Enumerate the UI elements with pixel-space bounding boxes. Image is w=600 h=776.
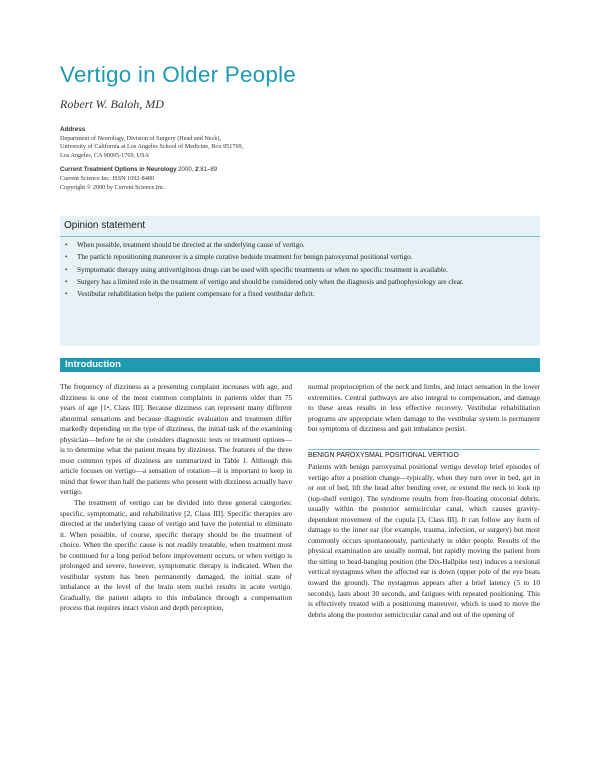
- opinion-bullet: • Surgery has a limited role in the treatment of vertigo and should be considered only when the diagnosis and pathophysiology are clear.: [60, 277, 540, 287]
- body-paragraph: Patients with benign paroxysmal positional vertigo develop brief episodes of vertigo after a position change—typically, when they turn over in bed, get in or out of bed, lift the head after bending over, or extend the neck to look up (top-shelf vertigo). The syndrome results from free-floating otoconial debris, usually within the posterior semicircular canal, which causes gravity-dependent movement of the cupula [3, Class III]. It can follow any form of damage to the inner ear (for example, trauma, infection, or surgery) but most commonly occurs spontaneously, particularly in older people. Results of the physical examination are usually normal, but rapidly moving the patient from the sitting to head-hanging position (the Dix-Hallpike test) induces a torsional vertical nystagmus when the affected ear is down (upper pole of the eye beats toward the ground). The nystagmus appears after a brief latency (5 to 10 seconds), lasts about 30 seconds, and fatigues with repeated positioning. This is effectively treated with a positioning maneuver, which is used to move the debris along the posterior semicircular canal and out of the opening of: [308, 462, 540, 619]
- opinion-bullet: • Symptomatic therapy using antivertiginous drugs can be used with specific treatments or when no specific treatment is available.: [60, 265, 540, 275]
- body-paragraph: The frequency of dizziness as a presenting complaint increases with age, and dizziness is one of the most common complaints in patients older than 75 years of age [1•, Class III]. Because dizziness can represent many different abnormal sensations and because diagnostic evaluation and treatment differ markedly depending on the type of dizziness, the initial task of the examining physician—before he or she considers diagnostic tests or treatment options—is to determine what the patient means by dizziness. The features of the three most common types of dizziness are summarized in Table 1. Although this article focuses on vertigo—a sensation of rotation—it is important to keep in mind that fewer than half the patients who present with dizziness actually have vertigo.: [60, 382, 292, 497]
- opinion-statement-box: [60, 216, 540, 346]
- article-metadata: [60, 126, 360, 192]
- article-title: Vertigo in Older People: [60, 62, 296, 87]
- introduction-heading: Introduction: [65, 359, 121, 370]
- introduction-banner: [60, 358, 540, 372]
- body-paragraph: The treatment of vertigo can be divided into three general categories: specific, symptomatic, and rehabilitative [2, Class III]. Specific therapies are directed at the underlying cause of vertigo and have the potential to eliminate it. When possible, of course, specific therapy should be the treatment of choice. When the specific cause is not readily treatable, when treatment must be continued for a long period before improvement occurs, or when vertigo is prolonged and severe, however, symptomatic therapy is indicated. When the vestibular system has been permanently damaged, the initial state of imbalance at the level of the brain stem nuclei results in acute vertigo. Gradually, the patient adapts to this imbalance through a compensation process that requires intact vision and depth perception,: [60, 498, 292, 613]
- opinion-divider: [60, 236, 540, 237]
- citation-volume: 2: [195, 166, 199, 174]
- citation-line: [60, 166, 360, 175]
- opinion-bullet: • The particle repositioning maneuver is a simple curative bedside treatment for benign paroxysmal positional vertigo.: [60, 252, 540, 262]
- publisher-line: Current Science Inc. ISSN 1092-8480: [60, 174, 154, 182]
- copyright-line: Copyright © 2000 by Current Science Inc.: [60, 183, 166, 191]
- opinion-bullet: • When possible, treatment should be directed at the underlying cause of vertigo.: [60, 240, 540, 250]
- section-divider: [308, 449, 540, 450]
- section-heading-bppv: BENIGN PAROXYSMAL POSITIONAL VERTIGO: [308, 452, 459, 459]
- body-paragraph: normal proprioception of the neck and limbs, and intact sensation in the lower extremities. Central pathways are also integral to compensation, and damage to these areas results in less effective recovery. Vestibular rehabilitation programs are appropriate when damage to the vestibular system is permanent but symptoms of dizziness and gait imbalance persist.: [308, 382, 540, 434]
- citation-year: 2000,: [178, 166, 196, 174]
- opinion-bullet: • Vestibular rehabilitation helps the patient compensate for a fixed vestibular deficit.: [60, 289, 540, 299]
- address-line: Department of Neurology, Division of Surgery (Head and Neck),: [60, 134, 222, 142]
- right-column-bppv: [308, 462, 540, 620]
- author-name: Robert W. Baloh, MD: [60, 97, 164, 111]
- right-column-top: [308, 382, 540, 435]
- address-label: Address: [60, 126, 86, 133]
- opinion-list: [60, 240, 540, 301]
- left-column: [60, 382, 292, 614]
- citation-pages: :81–89: [198, 166, 218, 174]
- journal-name: Current Treatment Options in Neurology: [60, 166, 177, 174]
- opinion-heading: Opinion statement: [64, 220, 146, 231]
- address-line: Los Angeles, CA 90095-1769, USA: [60, 151, 150, 159]
- address-line: University of California at Los Angeles School of Medicine, Box 951769,: [60, 143, 244, 151]
